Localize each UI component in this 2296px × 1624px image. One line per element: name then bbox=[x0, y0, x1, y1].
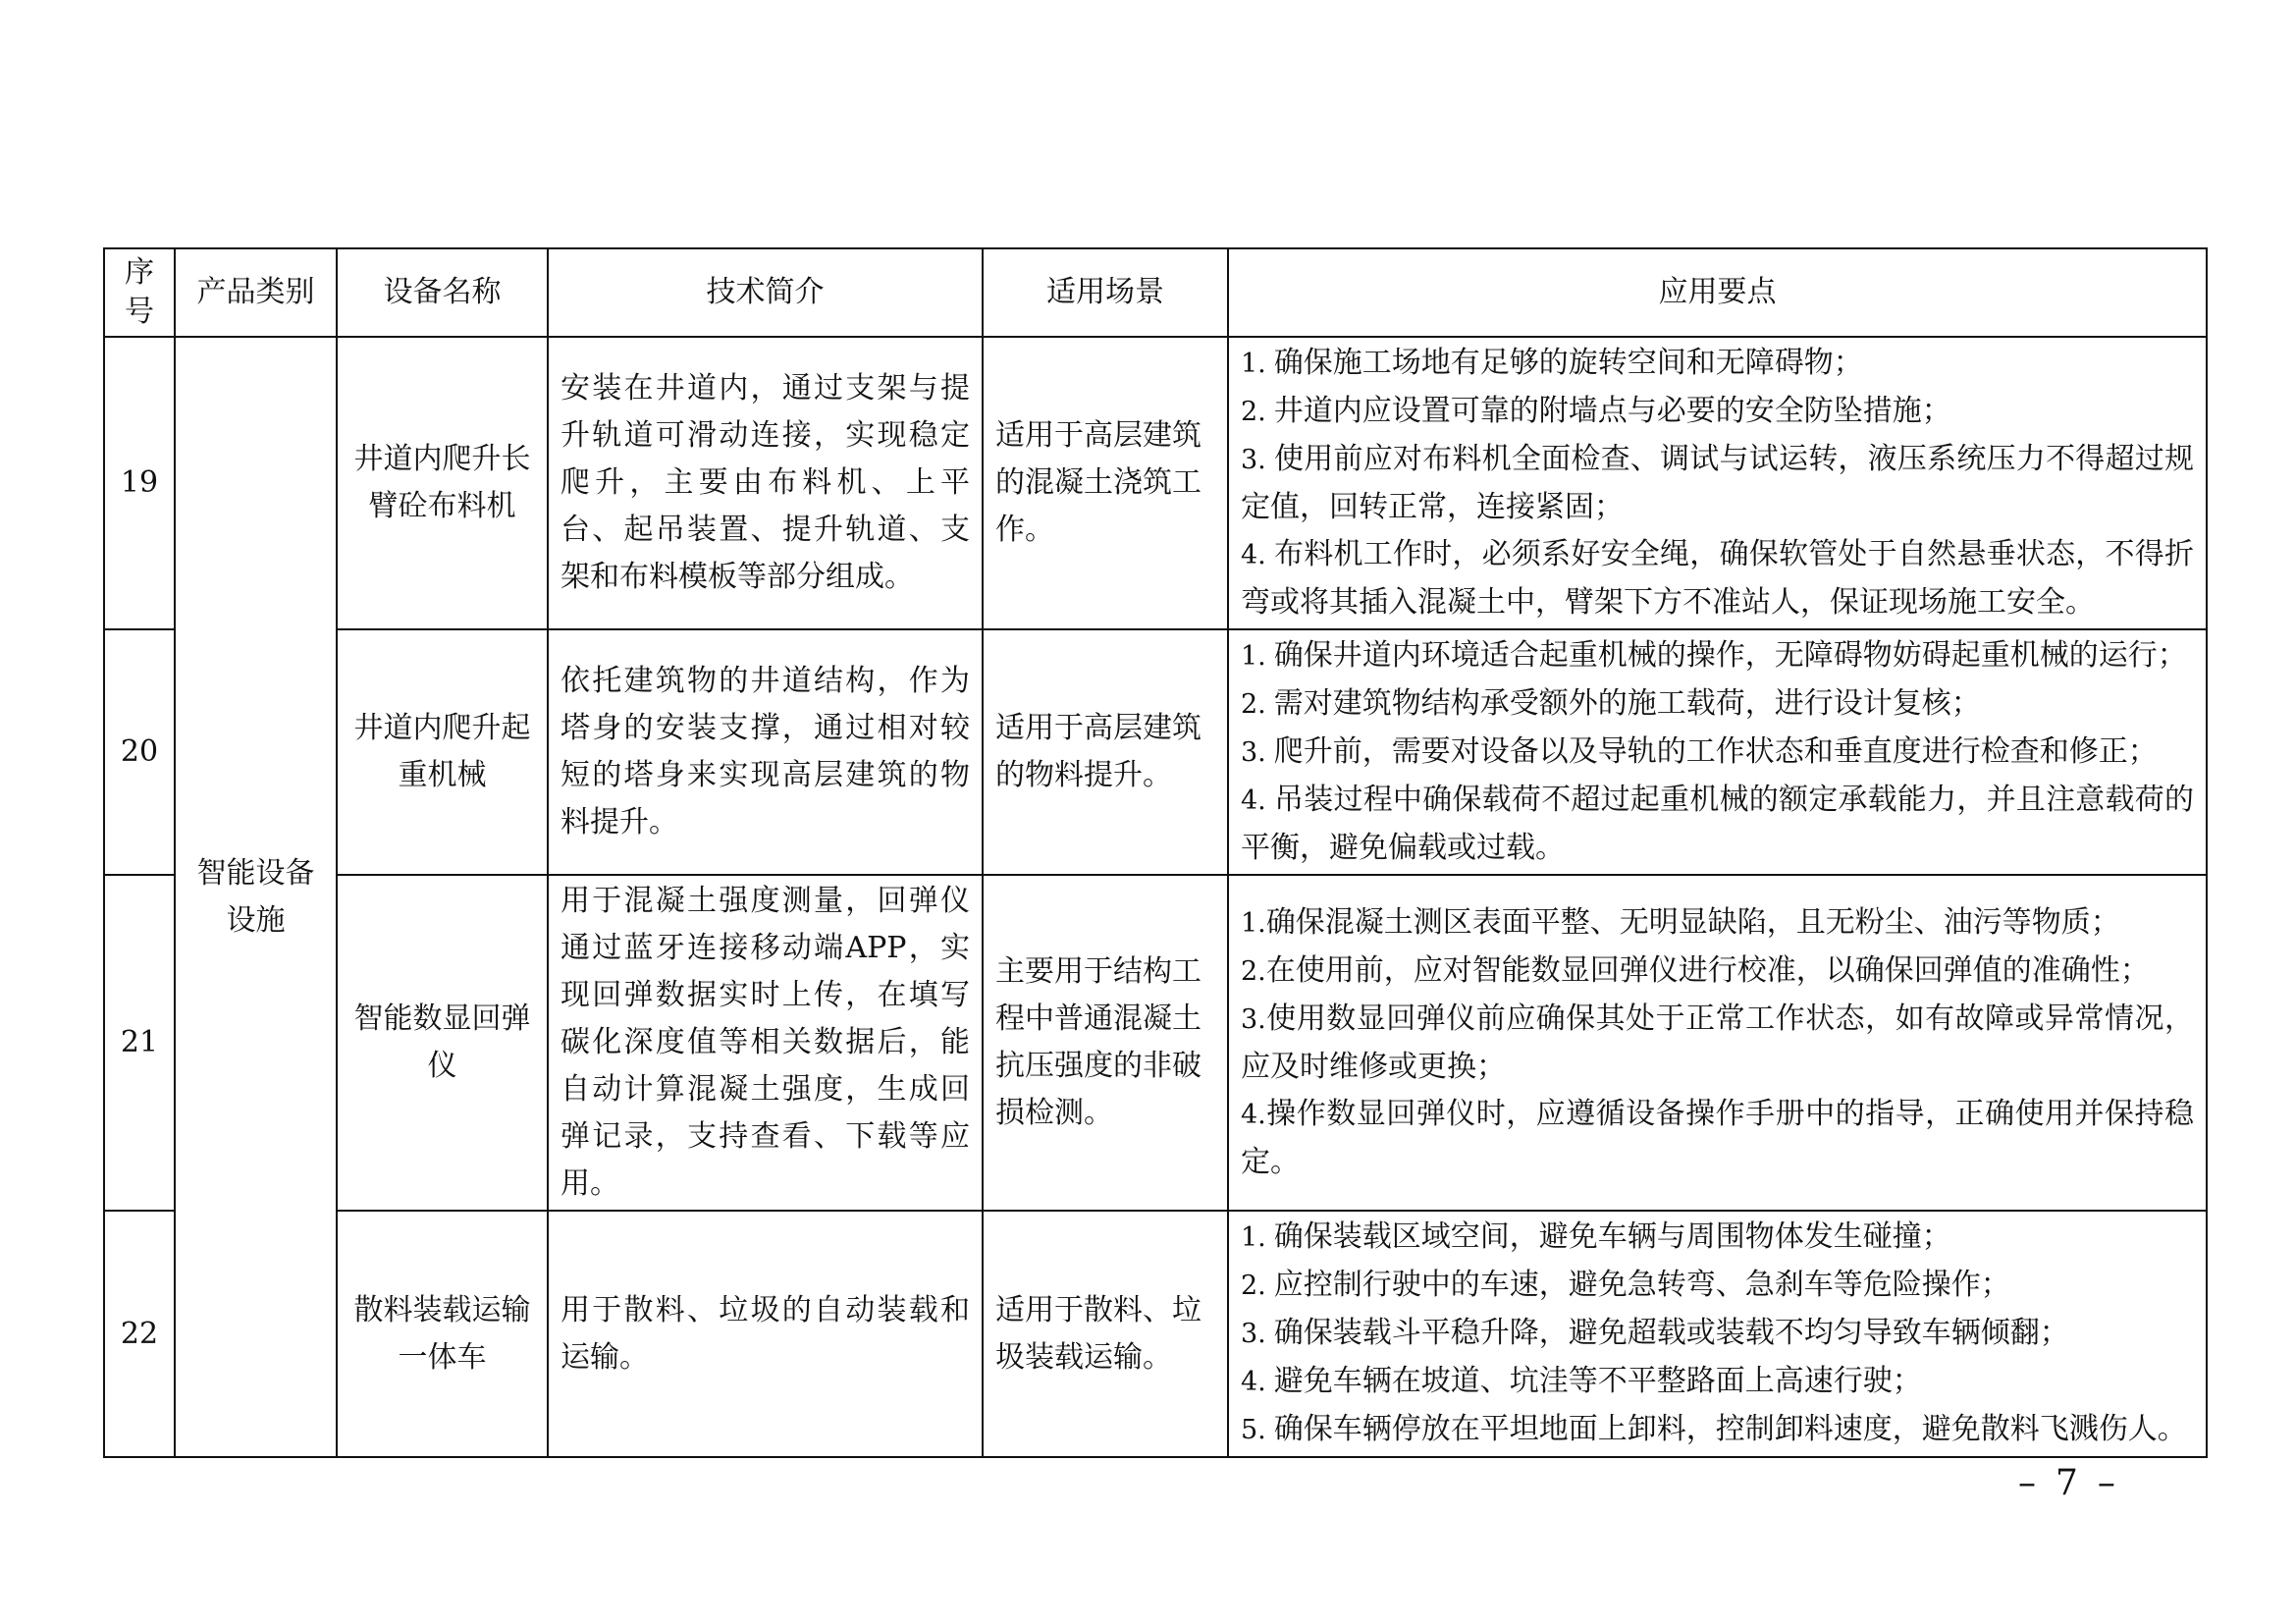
equipment-name: 井道内爬升长臂砼布料机 bbox=[337, 337, 548, 629]
applicable-scene: 主要用于结构工程中普通混凝土抗压强度的非破损检测。 bbox=[983, 875, 1228, 1211]
key-point: 2. 需对建筑物结构承受额外的施工载荷，进行设计复核； bbox=[1241, 686, 1981, 721]
page-number bbox=[2002, 1463, 2135, 1503]
applicable-scene: 适用于散料、垃圾装载运输。 bbox=[983, 1211, 1228, 1457]
tech-summary: 用于混凝土强度测量，回弹仪通过蓝牙连接移动端APP，实现回弹数据实时上传，在填写碳化深度值等相关数据后，能自动计算混凝土强度，生成回弹记录，支持查看、下载等应用。 bbox=[548, 875, 983, 1211]
page-number-value: 7 bbox=[2056, 1463, 2082, 1503]
tech-summary: 依托建筑物的井道结构，作为塔身的安装支撑，通过相对较短的塔身来实现高层建筑的物料提升。 bbox=[548, 629, 983, 875]
key-point: 2. 应控制行驶中的车速，避免急转弯、急刹车等危险操作； bbox=[1241, 1268, 2010, 1302]
key-point: 1. 确保井道内环境适合起重机械的操作，无障碍物妨碍起重机械的运行； bbox=[1241, 638, 2187, 673]
key-point: 1.确保混凝土测区表面平整、无明显缺陷，且无粉尘、油污等物质； bbox=[1241, 905, 2120, 940]
header-tech: 技术简介 bbox=[548, 248, 983, 337]
key-points bbox=[1228, 1211, 2207, 1457]
table-row bbox=[104, 875, 2207, 1211]
key-point: 4.操作数显回弹仪时，应遵循设备操作手册中的指导，正确使用并保持稳定。 bbox=[1241, 1097, 2194, 1179]
table-header-row bbox=[104, 248, 2207, 337]
table-row bbox=[104, 1211, 2207, 1457]
row-number: 20 bbox=[104, 629, 175, 875]
key-point: 5. 确保车辆停放在平坦地面上卸料，控制卸料速度，避免散料飞溅伤人。 bbox=[1241, 1412, 2187, 1446]
key-point: 4. 避免车辆在坡道、坑洼等不平整路面上高速行驶； bbox=[1241, 1364, 1922, 1398]
header-scene: 适用场景 bbox=[983, 248, 1228, 337]
key-point: 4. 吊装过程中确保载荷不超过起重机械的额定承载能力，并且注意载荷的平衡，避免偏载或过载。 bbox=[1241, 783, 2194, 865]
header-category: 产品类别 bbox=[175, 248, 337, 337]
row-number: 19 bbox=[104, 337, 175, 629]
key-point: 1. 确保装载区域空间，避免车辆与周围物体发生碰撞； bbox=[1241, 1219, 1951, 1254]
applicable-scene: 适用于高层建筑的混凝土浇筑工作。 bbox=[983, 337, 1228, 629]
equipment-table-container bbox=[103, 247, 2206, 1458]
key-points bbox=[1228, 337, 2207, 629]
key-point: 1. 确保施工场地有足够的旋转空间和无障碍物； bbox=[1241, 346, 1863, 380]
table-row bbox=[104, 629, 2207, 875]
row-number: 22 bbox=[104, 1211, 175, 1457]
header-key-points: 应用要点 bbox=[1228, 248, 2207, 337]
product-category: 智能设备设施 bbox=[175, 337, 337, 1457]
row-number: 21 bbox=[104, 875, 175, 1211]
tech-summary: 安装在井道内，通过支架与提升轨道可滑动连接，实现稳定爬升，主要由布料机、上平台、起吊装置、提升轨道、支架和布料模板等部分组成。 bbox=[548, 337, 983, 629]
applicable-scene: 适用于高层建筑的物料提升。 bbox=[983, 629, 1228, 875]
dash-right: – bbox=[2097, 1463, 2119, 1503]
header-name: 设备名称 bbox=[337, 248, 548, 337]
equipment-name: 井道内爬升起重机械 bbox=[337, 629, 548, 875]
table-row bbox=[104, 337, 2207, 629]
key-points bbox=[1228, 629, 2207, 875]
equipment-name: 智能数显回弹仪 bbox=[337, 875, 548, 1211]
key-point: 3. 爬升前，需要对设备以及导轨的工作状态和垂直度进行检查和修正； bbox=[1241, 734, 2158, 769]
dash-left: – bbox=[2018, 1463, 2040, 1503]
header-no: 序号 bbox=[104, 248, 175, 337]
key-points bbox=[1228, 875, 2207, 1211]
key-point: 3. 确保装载斗平稳升降，避免超载或装载不均匀导致车辆倾翻； bbox=[1241, 1316, 2069, 1350]
equipment-table bbox=[103, 247, 2208, 1458]
key-point: 2. 井道内应设置可靠的附墙点与必要的安全防坠措施； bbox=[1241, 394, 1951, 428]
key-point: 2.在使用前，应对智能数显回弹仪进行校准，以确保回弹值的准确性； bbox=[1241, 953, 2150, 988]
key-point: 3. 使用前应对布料机全面检查、调试与试运转，液压系统压力不得超过规定值，回转正常，连接紧固； bbox=[1241, 442, 2194, 524]
equipment-name: 散料装载运输一体车 bbox=[337, 1211, 548, 1457]
key-point: 4. 布料机工作时，必须系好安全绳，确保软管处于自然悬垂状态，不得折弯或将其插入混凝土中，臂架下方不准站人，保证现场施工安全。 bbox=[1241, 537, 2194, 620]
tech-summary: 用于散料、垃圾的自动装载和运输。 bbox=[548, 1211, 983, 1457]
key-point: 3.使用数显回弹仪前应确保其处于正常工作状态，如有故障或异常情况，应及时维修或更换； bbox=[1241, 1001, 2194, 1084]
